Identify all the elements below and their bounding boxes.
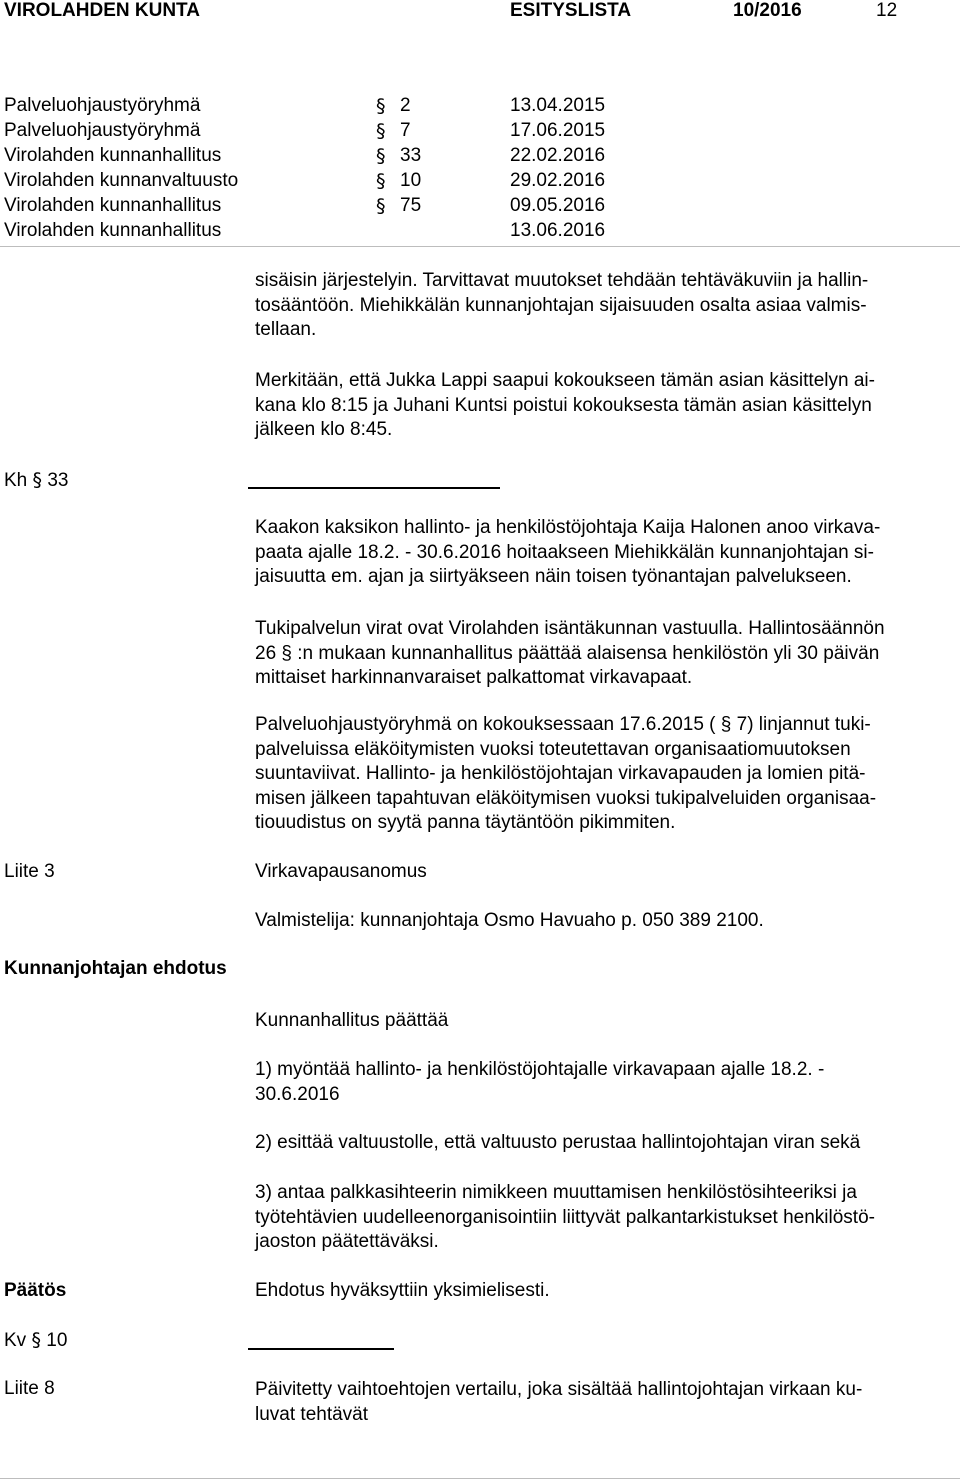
- kh-number: 33: [47, 470, 69, 491]
- page-number: 12: [876, 0, 898, 21]
- history-body: Palveluohjaustyöryhmä: [4, 95, 201, 116]
- kv-label: Kv: [4, 1330, 27, 1351]
- paragraph-attendance-note: [255, 369, 955, 443]
- decision-heading: Päätös: [4, 1280, 67, 1301]
- paragraph-request: [255, 516, 955, 590]
- proposal-item-3: [255, 1181, 955, 1255]
- text-line: 30.6.2016: [255, 1083, 340, 1105]
- paragraph-continuation: [255, 269, 955, 343]
- municipality-name: VIROLAHDEN KUNTA: [4, 0, 200, 21]
- text-line: suuntaviivat. Hallinto- ja henkilöstöjohtajan virkavapauden ja lomien pitä-: [255, 763, 866, 784]
- text-line: kana klo 8:15 ja Juhani Kuntsi poistui kokouksesta tämän asian käsittelyn: [255, 394, 872, 416]
- history-body: Virolahden kunnanhallitus: [4, 195, 222, 216]
- history-number: 7: [400, 120, 411, 141]
- kh-section-rule: [248, 487, 500, 489]
- history-number: 33: [400, 145, 422, 166]
- history-date: 13.06.2016: [510, 220, 606, 241]
- text-line: 1) myöntää hallinto- ja henkilöstöjohtajalle virkavapaan ajalle 18.2. -: [255, 1059, 825, 1080]
- section-sign: §: [32, 469, 43, 491]
- history-date: 13.04.2015: [510, 95, 606, 116]
- text-line: tellaan.: [255, 319, 317, 340]
- document-number: 10/2016: [733, 0, 802, 21]
- history-number: 2: [400, 95, 411, 116]
- text-line: misen jälkeen tapahtuvan eläköitymisen vuoksi tukipalveluiden organisaa-: [255, 787, 877, 809]
- text-line: luvat tehtävät: [255, 1403, 369, 1425]
- paragraph-support-services: [255, 617, 955, 691]
- liite-3-title: Virkavapausanomus: [255, 861, 427, 882]
- history-body: Virolahden kunnanhallitus: [4, 220, 222, 241]
- text-line: Palveluohjaustyöryhmä on kokouksessaan 17.6.2015 ( § 7) linjannut tuki-: [255, 714, 871, 735]
- text-line: tiouudistus on syytä panna täytäntöön pikimmiten.: [255, 812, 676, 833]
- proposal-item-2: 2) esittää valtuustolle, että valtuusto perustaa hallintojohtajan viran sekä: [255, 1132, 861, 1153]
- kv-section-rule: [248, 1348, 394, 1350]
- history-body: Virolahden kunnanvaltuusto: [4, 170, 239, 191]
- text-line: palveluissa eläköitymisten vuoksi toteutettavan organisaatiomuutoksen: [255, 738, 851, 760]
- liite-3-label: Liite 3: [4, 861, 55, 882]
- text-line: Merkitään, että Jukka Lappi saapui kokoukseen tämän asian käsittelyn ai-: [255, 370, 875, 391]
- section-sign: §: [376, 120, 386, 142]
- section-sign: §: [376, 95, 386, 117]
- kh-label: Kh: [4, 470, 28, 491]
- liite-8-title: [255, 1378, 955, 1427]
- preparer-line: Valmistelija: kunnanjohtaja Osmo Havuaho p. 050 389 2100.: [255, 910, 764, 931]
- paragraph-working-group: [255, 713, 955, 836]
- text-line: 26 § :n mukaan kunnanhallitus päättää alaisensa henkilöstön yli 30 päivän: [255, 642, 880, 664]
- text-line: paata ajalle 18.2. - 30.6.2016 hoitaakseen Miehikkälän kunnanjohtajan si-: [255, 541, 874, 563]
- text-line: Kaakon kaksikon hallinto- ja henkilöstöjohtaja Kaija Halonen anoo virkava-: [255, 517, 881, 538]
- liite-8-label: Liite 8: [4, 1378, 55, 1399]
- history-date: 22.02.2016: [510, 145, 606, 166]
- history-number: 10: [400, 170, 422, 191]
- text-line: jaoston päätettäväksi.: [255, 1231, 439, 1252]
- history-body: Virolahden kunnanhallitus: [4, 145, 222, 166]
- kh-section-label: [4, 469, 68, 492]
- kv-section-label: [4, 1329, 67, 1352]
- history-number: 75: [400, 195, 422, 216]
- section-sign: §: [31, 1329, 41, 1351]
- text-line: Päivitetty vaihtoehtojen vertailu, joka sisältää hallintojohtajan virkaan ku-: [255, 1379, 863, 1400]
- history-date: 17.06.2015: [510, 120, 606, 141]
- proposal-heading: Kunnanjohtajan ehdotus: [4, 958, 227, 979]
- footer-divider: [0, 1478, 960, 1479]
- text-line: sisäisin järjestelyin. Tarvittavat muutokset tehdään tehtäväkuviin ja hallin-: [255, 270, 869, 291]
- text-line: 3) antaa palkkasihteerin nimikkeen muuttamisen henkilöstösihteeriksi ja: [255, 1182, 857, 1203]
- section-sign: §: [376, 145, 386, 167]
- proposal-item-1: [255, 1058, 955, 1107]
- proposal-intro: Kunnanhallitus päättää: [255, 1010, 449, 1031]
- document-type: ESITYSLISTA: [510, 0, 632, 21]
- header-divider: [0, 246, 960, 247]
- section-sign: §: [376, 195, 386, 217]
- text-line: jälkeen klo 8:45.: [255, 419, 393, 440]
- text-line: Tukipalvelun virat ovat Virolahden isäntäkunnan vastuulla. Hallintosäännön: [255, 618, 885, 639]
- text-line: tosääntöön. Miehikkälän kunnanjohtajan sijaisuuden osalta asiaa valmis-: [255, 294, 867, 316]
- text-line: työtehtävien uudelleenorganisointiin liittyvät palkantarkistukset henkilöstö-: [255, 1206, 875, 1228]
- text-line: mittaiset harkinnanvaraiset palkattomat virkavapaat.: [255, 667, 693, 688]
- history-date: 29.02.2016: [510, 170, 606, 191]
- history-body: Palveluohjaustyöryhmä: [4, 120, 201, 141]
- decision-text: Ehdotus hyväksyttiin yksimielisesti.: [255, 1280, 550, 1301]
- kv-number: 10: [46, 1330, 68, 1351]
- text-line: jaisuutta em. ajan ja siirtyäkseen näin toisen työnantajan palvelukseen.: [255, 566, 852, 587]
- history-date: 09.05.2016: [510, 195, 606, 216]
- section-sign: §: [376, 170, 386, 192]
